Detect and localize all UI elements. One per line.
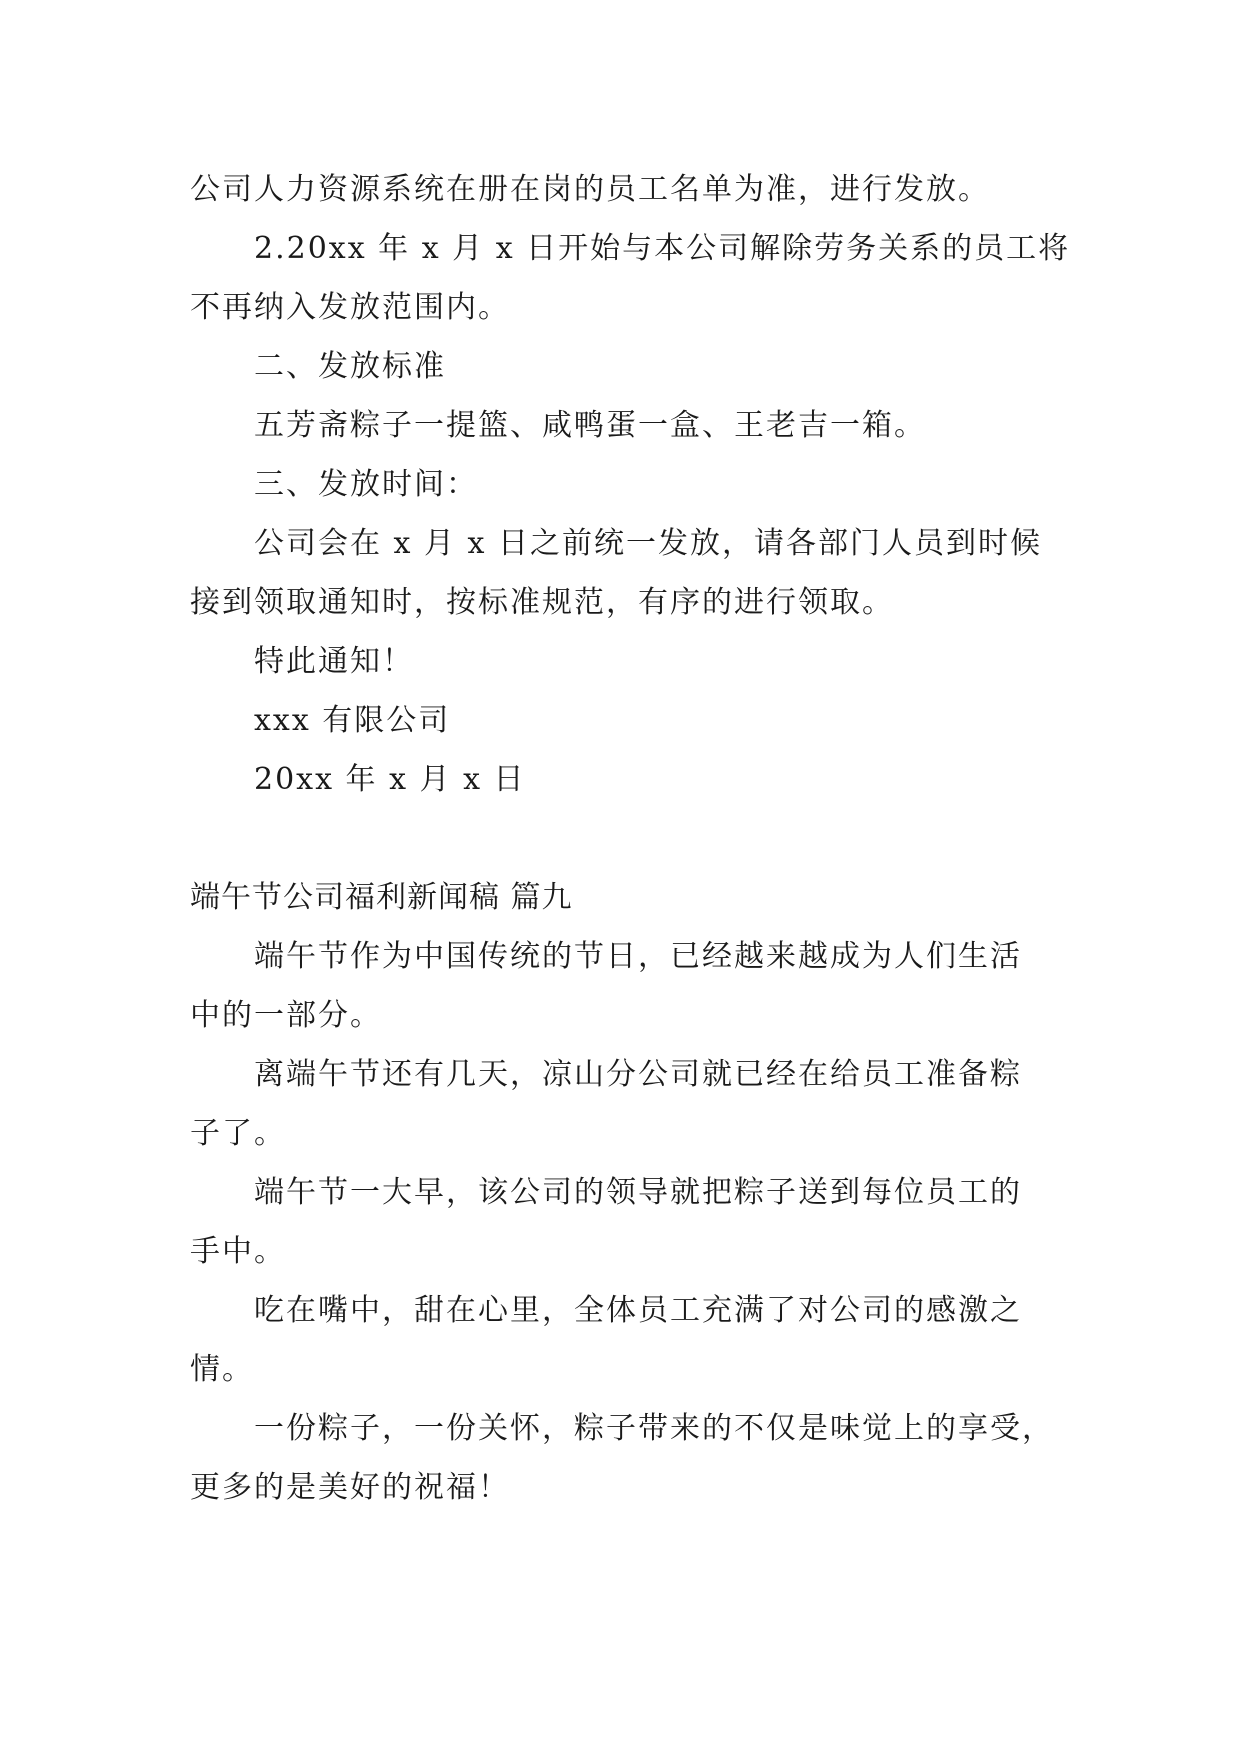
paragraph-line: 端午节作为中国传统的节日，已经越来越成为人们生活 <box>254 939 1022 974</box>
paragraph-line: 吃在嘴中，甜在心里，全体员工充满了对公司的感激之 <box>254 1293 1022 1328</box>
paragraph-line: 一份粽子，一份关怀，粽子带来的不仅是味觉上的享受， <box>254 1411 1054 1446</box>
heading-issue-time: 三、发放时间： <box>254 467 478 502</box>
paragraph-line: 2.20xx 年 x 月 x 日开始与本公司解除劳务关系的员工将 <box>254 231 1071 266</box>
paragraph-line: 手中。 <box>190 1234 286 1269</box>
signature-date: 20xx 年 x 月 x 日 <box>254 762 526 797</box>
paragraph-line: 离端午节还有几天，凉山分公司就已经在给员工准备粽 <box>254 1057 1022 1092</box>
paragraph-line: 不再纳入发放范围内。 <box>190 290 510 325</box>
paragraph-line: 子了。 <box>190 1116 286 1151</box>
document-body <box>190 160 1071 1517</box>
heading-issue-standard: 二、发放标准 <box>254 349 446 384</box>
section-title: 端午节公司福利新闻稿 篇九 <box>190 880 573 915</box>
notice-closing: 特此通知！ <box>254 644 414 679</box>
paragraph-line: 五芳斋粽子一提篮、咸鸭蛋一盒、王老吉一箱。 <box>254 408 926 443</box>
paragraph-line: 更多的是美好的祝福！ <box>190 1470 510 1505</box>
paragraph-line: 中的一部分。 <box>190 998 382 1033</box>
paragraph-line: 端午节一大早，该公司的领导就把粽子送到每位员工的 <box>254 1175 1022 1210</box>
paragraph-line: 公司会在 x 月 x 日之前统一发放，请各部门人员到时候 <box>254 526 1042 561</box>
paragraph-line: 接到领取通知时，按标准规范，有序的进行领取。 <box>190 585 894 620</box>
paragraph-line: 公司人力资源系统在册在岗的员工名单为准，进行发放。 <box>190 172 990 207</box>
section-spacer <box>190 809 1050 868</box>
signature-company: xxx 有限公司 <box>254 703 451 738</box>
paragraph-line: 情。 <box>190 1352 254 1387</box>
